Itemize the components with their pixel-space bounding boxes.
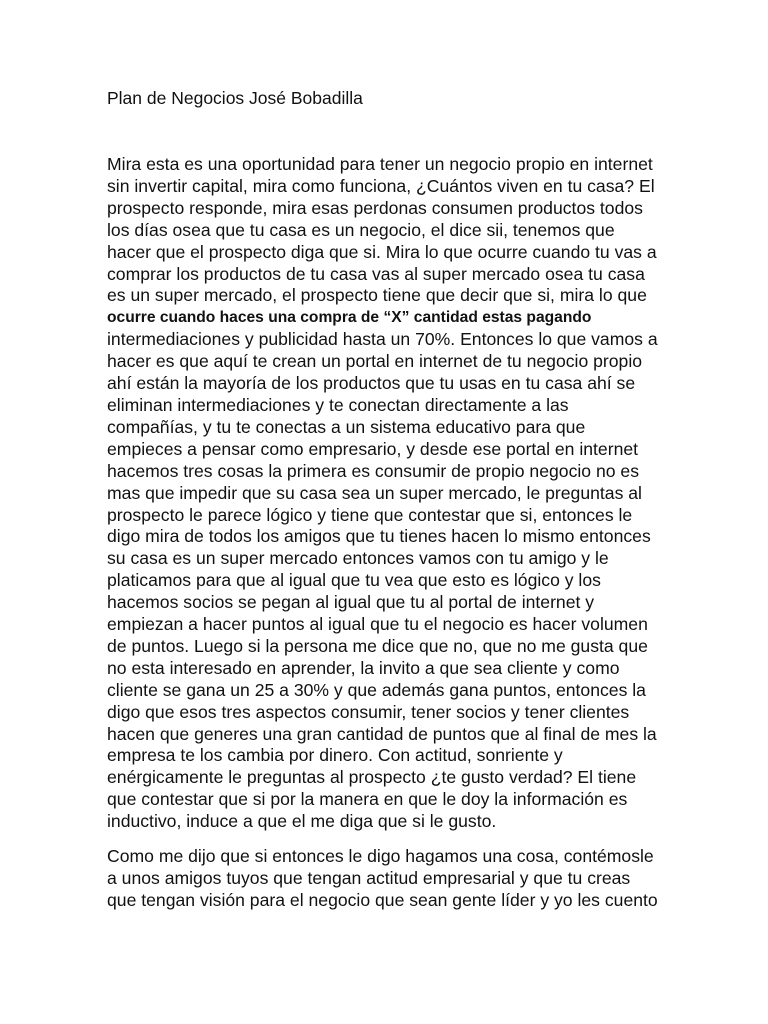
paragraph-2: [107, 846, 665, 912]
text-line: prospecto le parece lógico y tiene que contestar que si, entonces le: [107, 504, 633, 525]
paragraph-1: [107, 154, 665, 833]
text-line-bold: ocurre cuando haces una compra de “X” cantidad estas pagando: [107, 309, 592, 327]
text-line: hacen que generes una gran cantidad de puntos que al final de mes la: [107, 723, 657, 744]
text-line: su casa es un super mercado entonces vamos con tu amigo y le: [107, 548, 609, 569]
text-line: digo mira de todos los amigos que tu tienes hacen lo mismo entonces: [107, 526, 651, 547]
text-line: empieces a pensar como empresario, y desde ese portal en internet: [107, 438, 639, 459]
text-line: hacemos socios se pegan al igual que tu al portal de internet y: [107, 592, 595, 613]
text-line: es un super mercado, el prospecto tiene que decir que si, mira lo que: [107, 285, 647, 306]
text-line: enérgicamente le preguntas al prospecto ¿te gusto verdad? El tiene: [107, 767, 637, 788]
text-line: que contestar que si por la manera en que le doy la información es: [107, 789, 628, 810]
text-line: no esta interesado en aprender, la invito a que sea cliente y como: [107, 657, 620, 678]
text-line: hacemos tres cosas la primera es consumir de propio negocio no es: [107, 460, 639, 481]
text-line: comprar los productos de tu casa vas al super mercado osea tu casa: [107, 263, 645, 284]
text-line: hacer es que aquí te crean un portal en internet de tu negocio propio: [107, 351, 643, 372]
text-line: hacer que el prospecto diga que si. Mira lo que ocurre cuando tu vas a: [107, 241, 657, 262]
text-line: empiezan a hacer puntos al igual que tu el negocio es hacer volumen: [107, 614, 648, 635]
text-line: cliente se gana un 25 a 30% y que además gana puntos, entonces la: [107, 679, 646, 700]
text-line: Mira esta es una oportunidad para tener un negocio propio en internet: [107, 154, 653, 174]
text-line: ahí están la mayoría de los productos que tu usas en tu casa ahí se: [107, 373, 636, 394]
text-line: eliminan intermediaciones y te conectan directamente a las: [107, 394, 569, 415]
text-line: inductivo, induce a que el me diga que si le gusto.: [107, 811, 497, 832]
document-title: Plan de Negocios José Bobadilla: [107, 88, 363, 108]
text-line: intermediaciones y publicidad hasta un 70%. Entonces lo que vamos a: [107, 329, 658, 350]
text-line: Como me dijo que si entonces le digo hagamos una cosa, contémosle: [107, 846, 654, 867]
text-line: mas que impedir que su casa sea un super mercado, le preguntas al: [107, 482, 642, 503]
text-line: empresa te los cambia por dinero. Con actitud, sonriente y: [107, 745, 563, 766]
text-line: a unos amigos tuyos que tengan actitud empresarial y que tu creas: [107, 868, 631, 888]
text-line: que tengan visión para el negocio que sean gente líder y yo les cuento: [107, 889, 658, 910]
document-body: [107, 87, 665, 912]
text-line: los días osea que tu casa es un negocio, el dice sii, tenemos que: [107, 219, 615, 240]
text-line: compañías, y tu te conectas a un sistema educativo para que: [107, 416, 586, 437]
text-line: platicamos para que al igual que tu vea que esto es lógico y los: [107, 570, 601, 591]
text-line: de puntos. Luego si la persona me dice que no, que no me gusta que: [107, 635, 648, 656]
text-line: prospecto responde, mira esas perdonas consumen productos todos: [107, 197, 643, 218]
text-line: sin invertir capital, mira como funciona, ¿Cuántos viven en tu casa? El: [107, 175, 655, 196]
text-line: digo que esos tres aspectos consumir, tener socios y tener clientes: [107, 701, 630, 722]
